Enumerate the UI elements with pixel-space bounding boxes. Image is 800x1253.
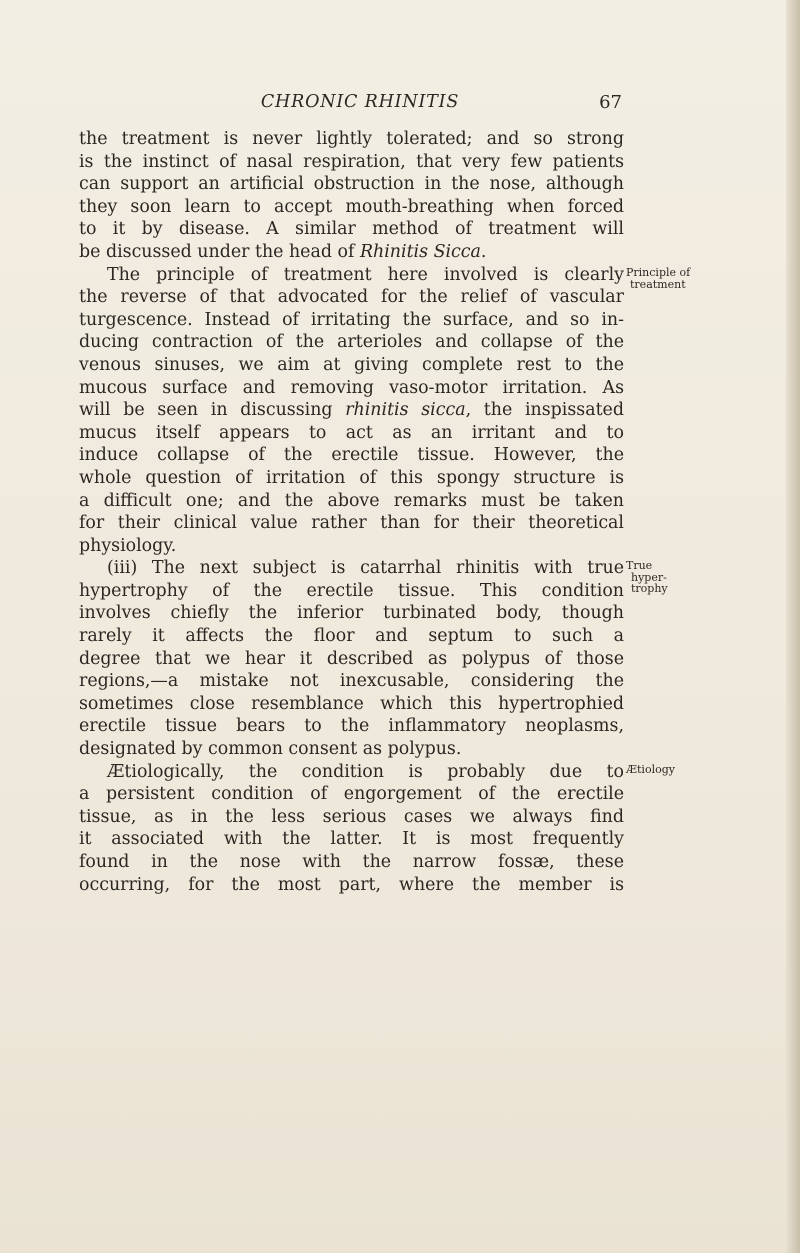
- text-line: hypertrophy of the erectile tissue. This condition: [79, 580, 624, 601]
- text-line: The principle of treatment here involved is clearly: [107, 264, 624, 285]
- text-line: a persistent condition of engorgement of the erectile: [79, 784, 624, 805]
- running-title: CHRONIC RHINITIS: [260, 92, 460, 112]
- text-line: is the instinct of nasal respiration, that very few patients: [79, 151, 624, 172]
- text-line: be discussed under the head of Rhinitis Sicca.: [79, 241, 487, 262]
- page-edge-shadow: [786, 0, 800, 1253]
- text-line: physiology.: [79, 535, 177, 556]
- text-line: turgescence. Instead of irritating the surface, and so in-: [79, 309, 624, 330]
- text-line: the treatment is never lightly tolerated; and so strong: [79, 129, 624, 149]
- italic-phrase: Rhinitis Sicca: [359, 241, 481, 262]
- text-line: degree that we hear it described as polypus of those: [79, 648, 624, 669]
- margin-note-line: Principle of: [626, 266, 691, 279]
- text-line: mucous surface and removing vaso-motor irritation. As: [79, 377, 624, 398]
- text-line: for their clinical value rather than for their theoretical: [79, 513, 624, 534]
- text-line: regions,—a mistake not inexcusable, considering the: [79, 671, 624, 692]
- text-line: to it by disease. A similar method of treatment will: [79, 219, 624, 240]
- margin-note-line: Ætiology: [626, 763, 675, 776]
- margin-note-line: True: [626, 559, 653, 572]
- text-line: rarely it affects the floor and septum to such a: [79, 626, 624, 647]
- italic-phrase: rhinitis sicca: [345, 400, 466, 421]
- text-line: whole question of irritation of this spongy structure is: [79, 467, 624, 488]
- text-line: (iii) The next subject is catarrhal rhinitis with true: [107, 558, 624, 579]
- text-line: tissue, as in the less serious cases we always find: [79, 806, 624, 827]
- margin-note-line: trophy: [631, 582, 668, 595]
- text-line: sometimes close resemblance which this hypertrophied: [79, 693, 624, 714]
- text-line: designated by common consent as polypus.: [79, 739, 462, 760]
- text-line: involves chiefly the inferior turbinated body, though: [79, 603, 624, 624]
- text-line: ducing contraction of the arterioles and collapse of the: [79, 332, 624, 353]
- body-text: [79, 128, 624, 896]
- page-number: 67: [599, 92, 622, 113]
- margin-note-principle-of-treatment: [626, 267, 690, 290]
- text-line: occurring, for the most part, where the member is: [79, 874, 624, 895]
- text-line: they soon learn to accept mouth-breathing when forced: [79, 196, 624, 217]
- text-line: mucus itself appears to act as an irritant and to: [79, 422, 624, 443]
- text-line: can support an artificial obstruction in the nose, although: [79, 174, 624, 195]
- text-line: it associated with the latter. It is most frequently: [79, 829, 624, 850]
- text-line: the reverse of that advocated for the relief of vascular: [79, 287, 624, 308]
- text-line: will be seen in discussing rhinitis sicca, the inspissated: [79, 400, 624, 421]
- text-line: a difficult one; and the above remarks must be taken: [79, 490, 624, 511]
- text-line: found in the nose with the narrow fossæ, these: [79, 852, 624, 872]
- text-line: Ætiologically, the condition is probably due to: [107, 761, 624, 782]
- page-header: [0, 92, 720, 116]
- margin-note-line: treatment: [630, 277, 686, 291]
- margin-note-true-hypertrophy: [626, 560, 668, 595]
- margin-note-line: hyper-: [631, 570, 667, 584]
- text-line: erectile tissue bears to the inflammatory neoplasms,: [79, 716, 624, 737]
- margin-note-aetiology: [626, 764, 675, 776]
- text-line: venous sinuses, we aim at giving complete rest to the: [79, 354, 624, 375]
- text-line: induce collapse of the erectile tissue. However, the: [79, 445, 624, 466]
- margin-notes: [626, 0, 726, 1253]
